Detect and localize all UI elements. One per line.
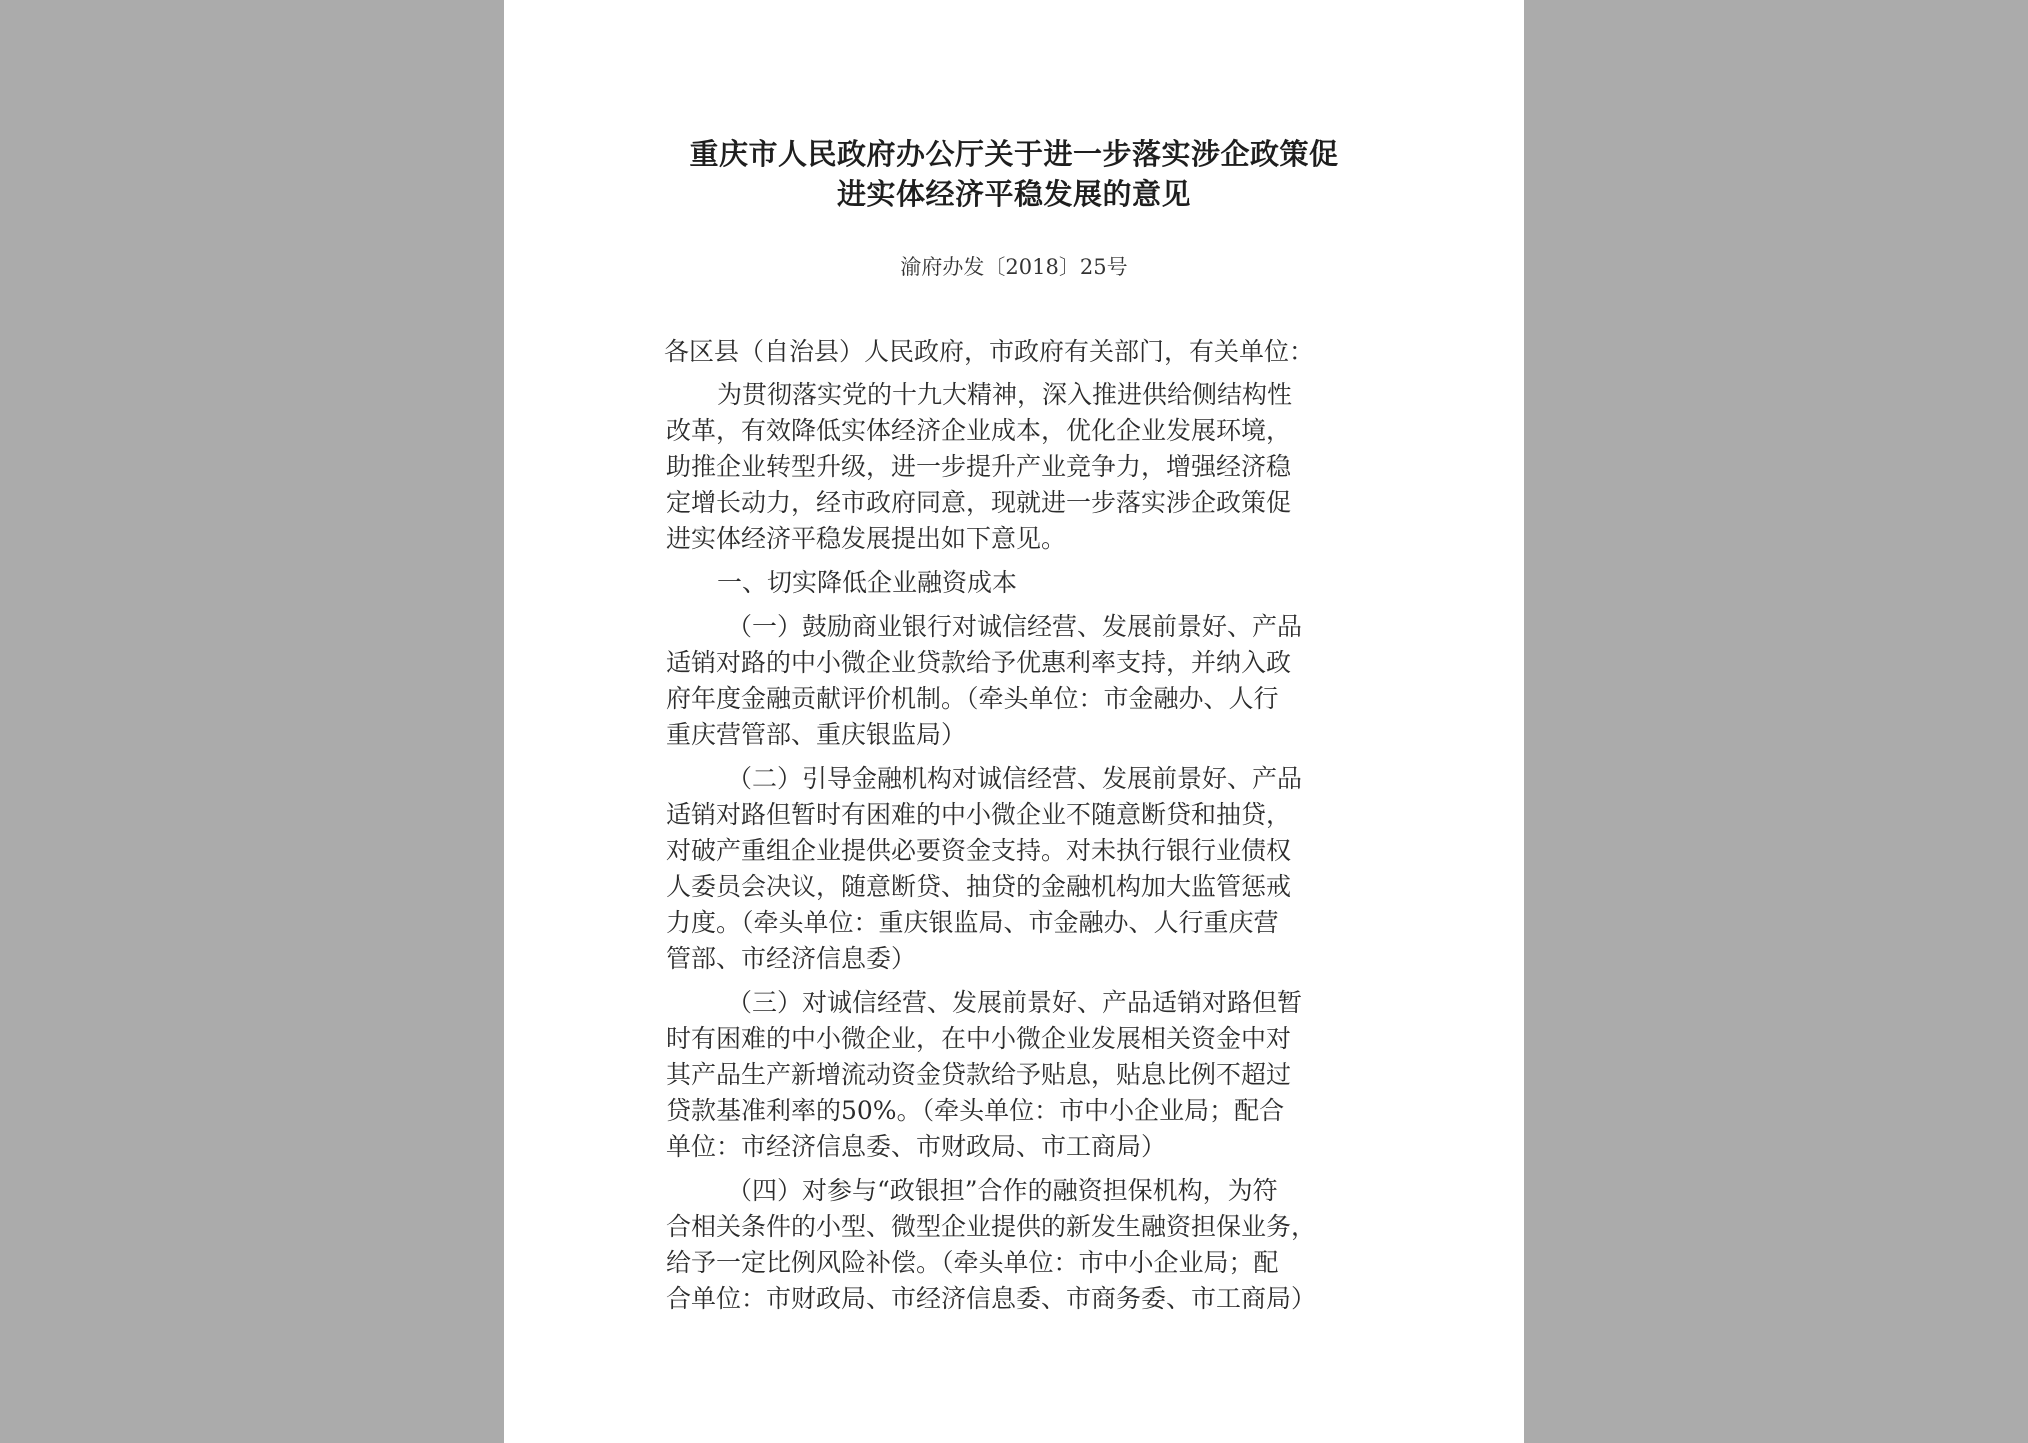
- body-line: 其产品生产新增流动资金贷款给予贴息，贴息比例不超过: [666, 1060, 1292, 1089]
- body-line: 定增长动力，经市政府同意，现就进一步落实涉企政策促: [666, 488, 1292, 517]
- body-line: 对破产重组企业提供必要资金支持。对未执行银行业债权: [666, 836, 1292, 865]
- body-line: 单位：市经济信息委、市财政局、市工商局）: [666, 1132, 1167, 1161]
- body-line: 改革，有效降低实体经济企业成本，优化企业发展环境，: [666, 416, 1292, 445]
- document-page: [504, 0, 1524, 1443]
- body-line: 重庆营管部、重庆银监局）: [666, 720, 967, 749]
- body-line: 力度。（牵头单位：重庆银监局、市金融办、人行重庆营: [666, 908, 1279, 937]
- salutation-line: 各区县（自治县）人民政府，市政府有关部门，有关单位：: [664, 337, 1315, 366]
- body-line: （二）引导金融机构对诚信经营、发展前景好、产品: [727, 764, 1303, 793]
- body-line: （三）对诚信经营、发展前景好、产品适销对路但暂: [727, 988, 1303, 1017]
- body-line: 适销对路但暂时有困难的中小微企业不随意断贷和抽贷，: [666, 800, 1292, 829]
- body-line: 管部、市经济信息委）: [666, 944, 917, 973]
- body-line: 助推企业转型升级，进一步提升产业竞争力，增强经济稳: [666, 452, 1292, 481]
- section-heading: 一、切实降低企业融资成本: [717, 568, 1018, 597]
- body-line: 进实体经济平稳发展提出如下意见。: [666, 524, 1067, 553]
- body-line: 给予一定比例风险补偿。（牵头单位：市中小企业局；配: [666, 1248, 1279, 1277]
- document-number: 渝府办发〔2018〕25号: [900, 255, 1128, 279]
- document-title-line-2: 进实体经济平稳发展的意见: [836, 177, 1191, 211]
- body-line: 合相关条件的小型、微型企业提供的新发生融资担保业务，: [666, 1212, 1317, 1241]
- body-line: （四）对参与“政银担”合作的融资担保机构，为符: [727, 1176, 1278, 1205]
- body-line: 贷款基准利率的50%。（牵头单位：市中小企业局；配合: [666, 1096, 1285, 1125]
- document-title-line-1: 重庆市人民政府办公厅关于进一步落实涉企政策促: [689, 137, 1339, 171]
- body-line: （一）鼓励商业银行对诚信经营、发展前景好、产品: [727, 612, 1303, 641]
- body-line: 合单位：市财政局、市经济信息委、市商务委、市工商局）: [666, 1284, 1317, 1313]
- body-line: 适销对路的中小微企业贷款给予优惠利率支持，并纳入政: [666, 648, 1292, 677]
- body-line: 人委员会决议，随意断贷、抽贷的金融机构加大监管惩戒: [666, 872, 1292, 901]
- body-line: 府年度金融贡献评价机制。（牵头单位：市金融办、人行: [666, 684, 1279, 713]
- body-line: 时有困难的中小微企业，在中小微企业发展相关资金中对: [666, 1024, 1292, 1053]
- body-line: 为贯彻落实党的十九大精神，深入推进供给侧结构性: [717, 380, 1293, 409]
